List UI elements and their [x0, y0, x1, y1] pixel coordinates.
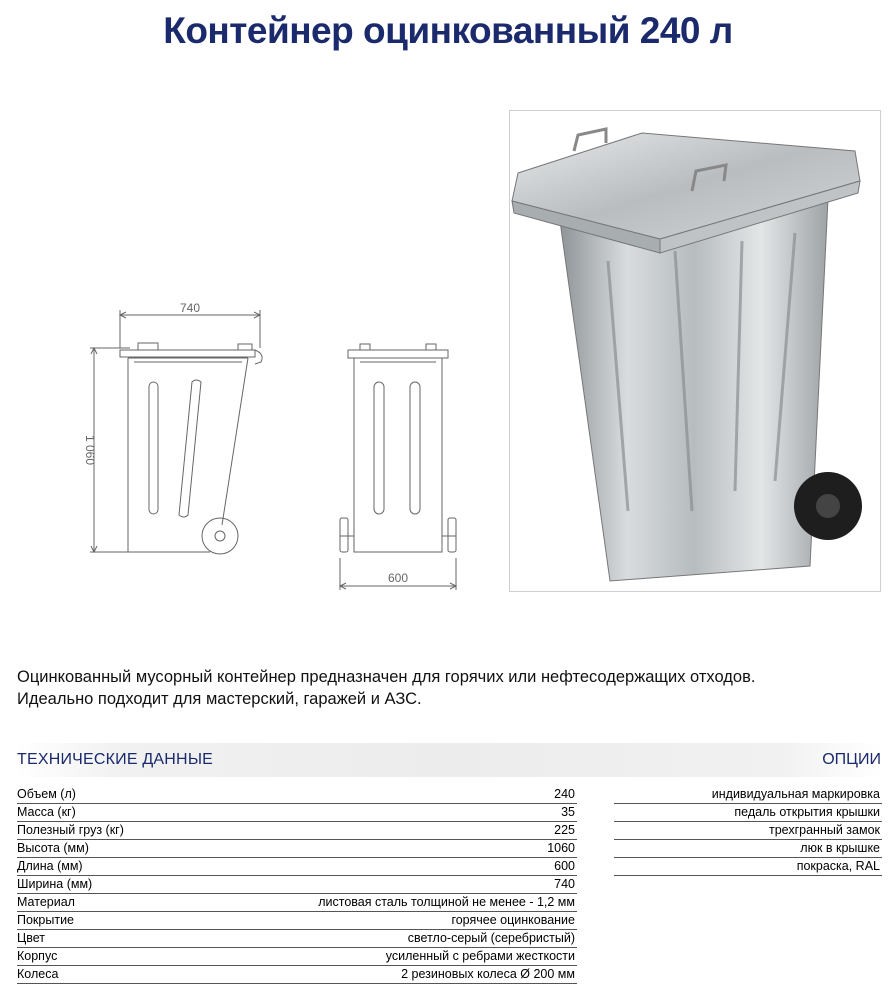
spec-value: 740: [554, 877, 575, 891]
spec-label: Колеса: [17, 967, 59, 981]
spec-value: 225: [554, 823, 575, 837]
spec-row: [17, 912, 577, 930]
spec-row: [17, 894, 577, 912]
description-line-1: Оцинкованный мусорный контейнер предназначен для горячих или нефтесодержащих отходов.: [17, 668, 756, 686]
spec-label: Высота (мм): [17, 841, 89, 855]
spec-row: [17, 804, 577, 822]
options-table: [614, 786, 882, 876]
description-line-2: Идеально подходит для мастерский, гаражей и АЗС.: [17, 690, 422, 708]
spec-value: горячее оцинкование: [451, 913, 575, 927]
specs-table: [17, 786, 577, 984]
spec-row: [17, 966, 577, 984]
options-heading: ОПЦИИ: [822, 751, 881, 768]
option-item: педаль открытия крышки: [614, 804, 882, 822]
technical-drawing: [70, 290, 470, 600]
spec-label: Покрытие: [17, 913, 75, 927]
spec-value: 2 резиновых колеса Ø 200 мм: [401, 967, 575, 981]
spec-row: [17, 876, 577, 894]
front-width-label: 600: [387, 571, 409, 585]
product-photo: [509, 110, 881, 592]
spec-label: Ширина (мм): [17, 877, 93, 891]
spec-label: Полезный груз (кг): [17, 823, 124, 837]
spec-row: [17, 930, 577, 948]
side-width-label: 740: [179, 301, 201, 315]
page-title: Контейнер оцинкованный 240 л: [163, 10, 733, 51]
product-description: [17, 666, 877, 710]
spec-label: Цвет: [17, 931, 46, 945]
option-item: индивидуальная маркировка: [614, 786, 882, 804]
option-item: люк в крышке: [614, 840, 882, 858]
spec-row: [17, 822, 577, 840]
spec-value: 35: [561, 805, 575, 819]
side-view-drawing: [90, 310, 262, 554]
spec-row: [17, 858, 577, 876]
spec-label: Масса (кг): [17, 805, 76, 819]
spec-row: [17, 786, 577, 804]
spec-label: Материал: [17, 895, 75, 909]
front-view-drawing: [340, 344, 456, 590]
height-label: 1 060: [83, 434, 97, 466]
specs-heading: ТЕХНИЧЕСКИЕ ДАННЫЕ: [17, 751, 214, 768]
spec-value: 1060: [547, 841, 575, 855]
spec-value: листовая сталь толщиной не менее - 1,2 мм: [318, 895, 575, 909]
option-item: покраска, RAL: [614, 858, 882, 876]
spec-value: усиленный с ребрами жесткости: [385, 949, 575, 963]
spec-row: [17, 948, 577, 966]
section-header-bar: [17, 743, 883, 777]
spec-row: [17, 840, 577, 858]
spec-value: 600: [554, 859, 575, 873]
option-item: трехгранный замок: [614, 822, 882, 840]
spec-label: Корпус: [17, 949, 58, 963]
spec-label: Длина (мм): [17, 859, 83, 873]
spec-value: светло-серый (серебристый): [407, 931, 575, 945]
spec-value: 240: [554, 787, 575, 801]
spec-label: Объем (л): [17, 787, 76, 801]
